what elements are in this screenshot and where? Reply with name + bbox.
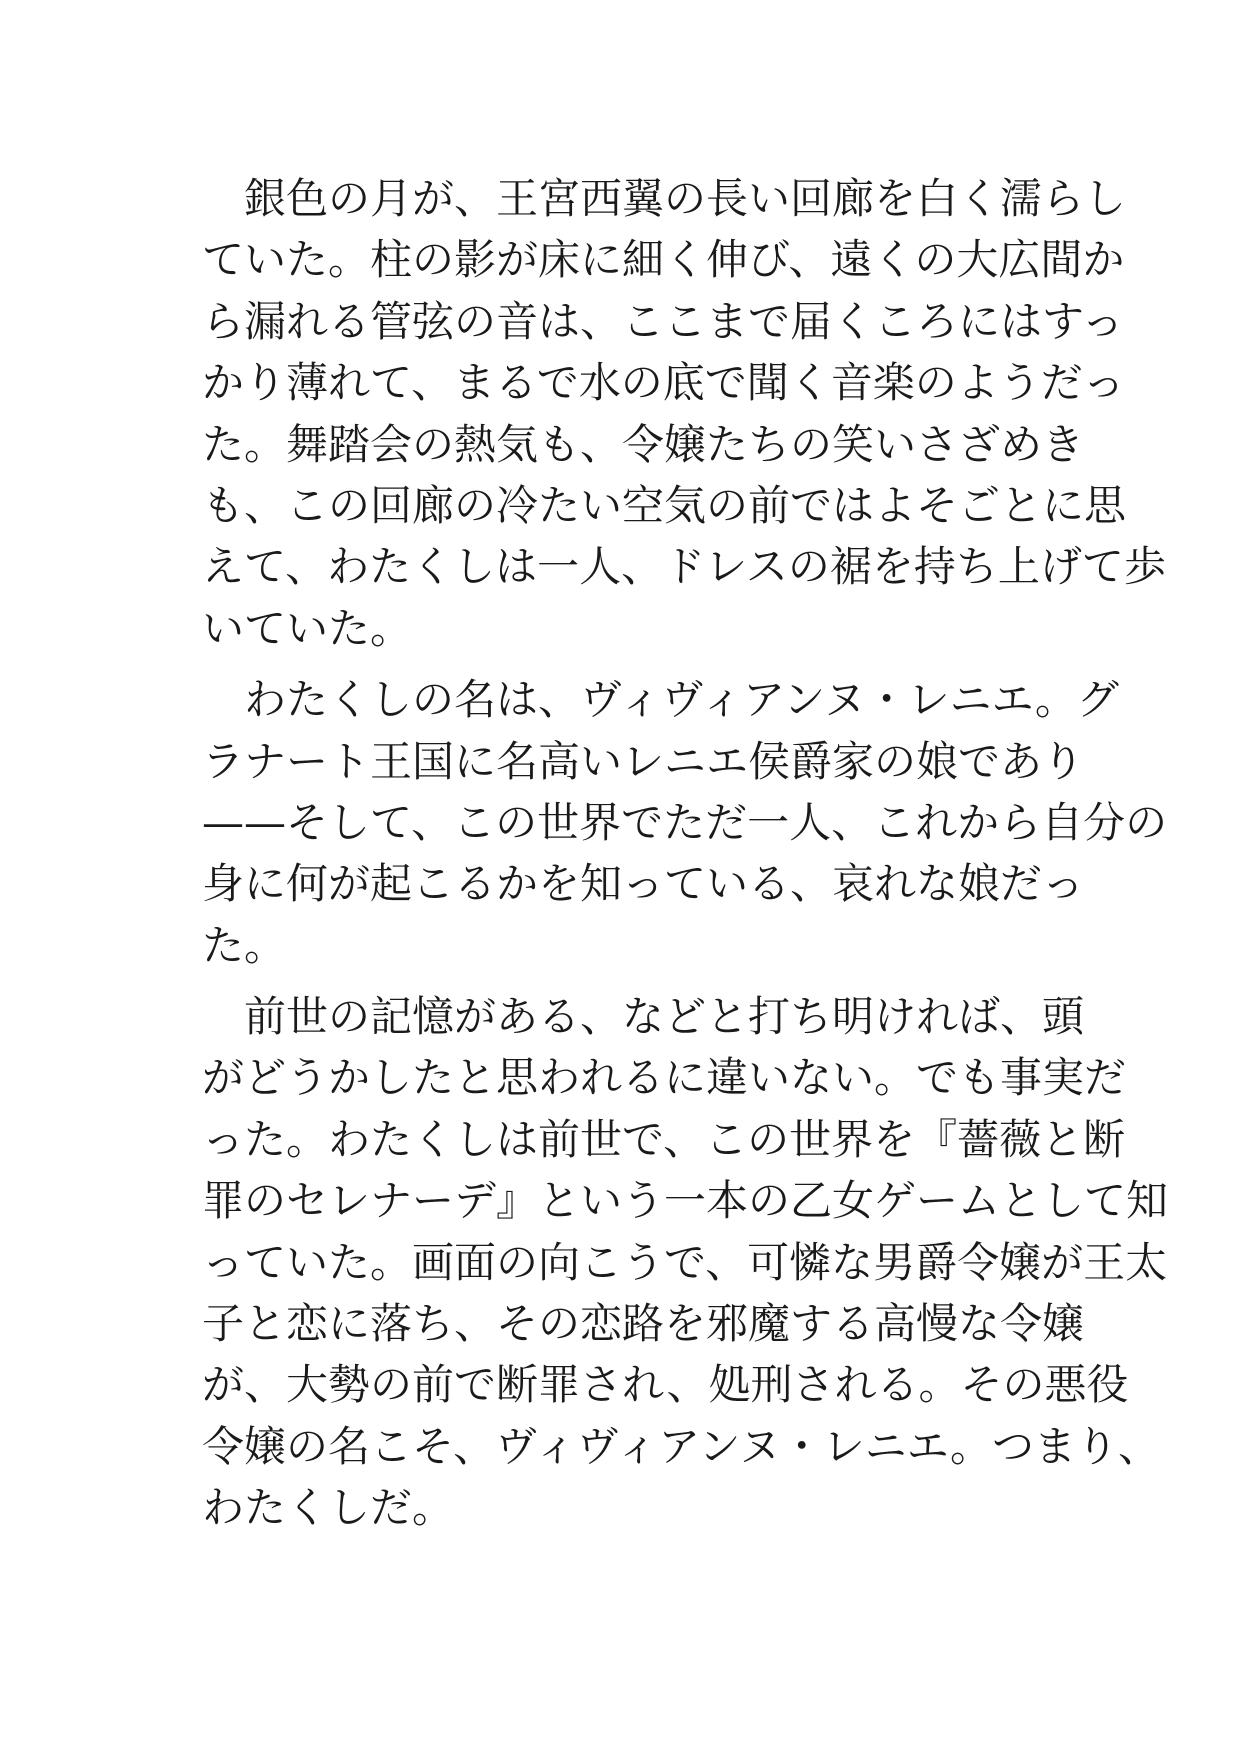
text-line: 令嬢の名こそ、ヴィヴィアンヌ・レニエ。つまり、 [202, 1421, 1161, 1471]
text-line: かり薄れて、まるで水の底で聞く音楽のようだっ [202, 358, 1125, 408]
text-line: えて、わたくしは一人、ドレスの裾を持ち上げて歩 [202, 542, 1166, 592]
text-line: 罪のセレナーデ』という一本の乙女ゲームとして知 [202, 1176, 1169, 1226]
text-line: わたくしだ。 [202, 1483, 455, 1533]
text-line: わたくしの名は、ヴィヴィアンヌ・レニエ。グ [202, 675, 1119, 725]
text-line: った。わたくしは前世で、この世界を『薔薇と断 [202, 1114, 1126, 1164]
text-line: がどうかしたと思われるに違いない。でも事実だ [202, 1053, 1127, 1103]
text-line: 子と恋に落ち、その恋路を邪魔する高慢な令嬢 [202, 1299, 1085, 1349]
text-line: ていた。柱の影が床に細く伸び、遠くの大広間か [202, 235, 1125, 285]
paragraph-2 [202, 669, 1168, 976]
text-line: 銀色の月が、王宮西翼の長い回廊を白く濡らし [202, 174, 1127, 223]
text-line: た。 [202, 920, 287, 970]
text-line: 身に何が起こるかを知っている、哀れな娘だっ [202, 859, 1085, 909]
text-line: た。舞踏会の熱気も、令嬢たちの笑いさざめき [202, 419, 1085, 469]
text-line: いていた。 [202, 603, 413, 653]
text-line: ら漏れる管弦の音は、ここまで届くころにはすっ [202, 296, 1124, 346]
text-line: 前世の記憶がある、などと打ち明ければ、頭 [202, 992, 1085, 1042]
text-line: も、この回廊の冷たい空気の前ではよそごとに思 [202, 480, 1127, 530]
text-line: っていた。画面の向こうで、可憐な男爵令嬢が王太 [202, 1237, 1168, 1287]
text-line: が、大勢の前で断罪され、処刑される。その悪役 [202, 1360, 1129, 1410]
paragraph-1 [202, 168, 1166, 659]
text-line: ラナート王国に名高いレニエ侯爵家の娘であり [202, 736, 1085, 786]
body-text [202, 168, 1169, 1539]
paragraph-3 [202, 986, 1169, 1539]
text-line: ——そして、この世界でただ一人、これから自分の [202, 797, 1168, 847]
